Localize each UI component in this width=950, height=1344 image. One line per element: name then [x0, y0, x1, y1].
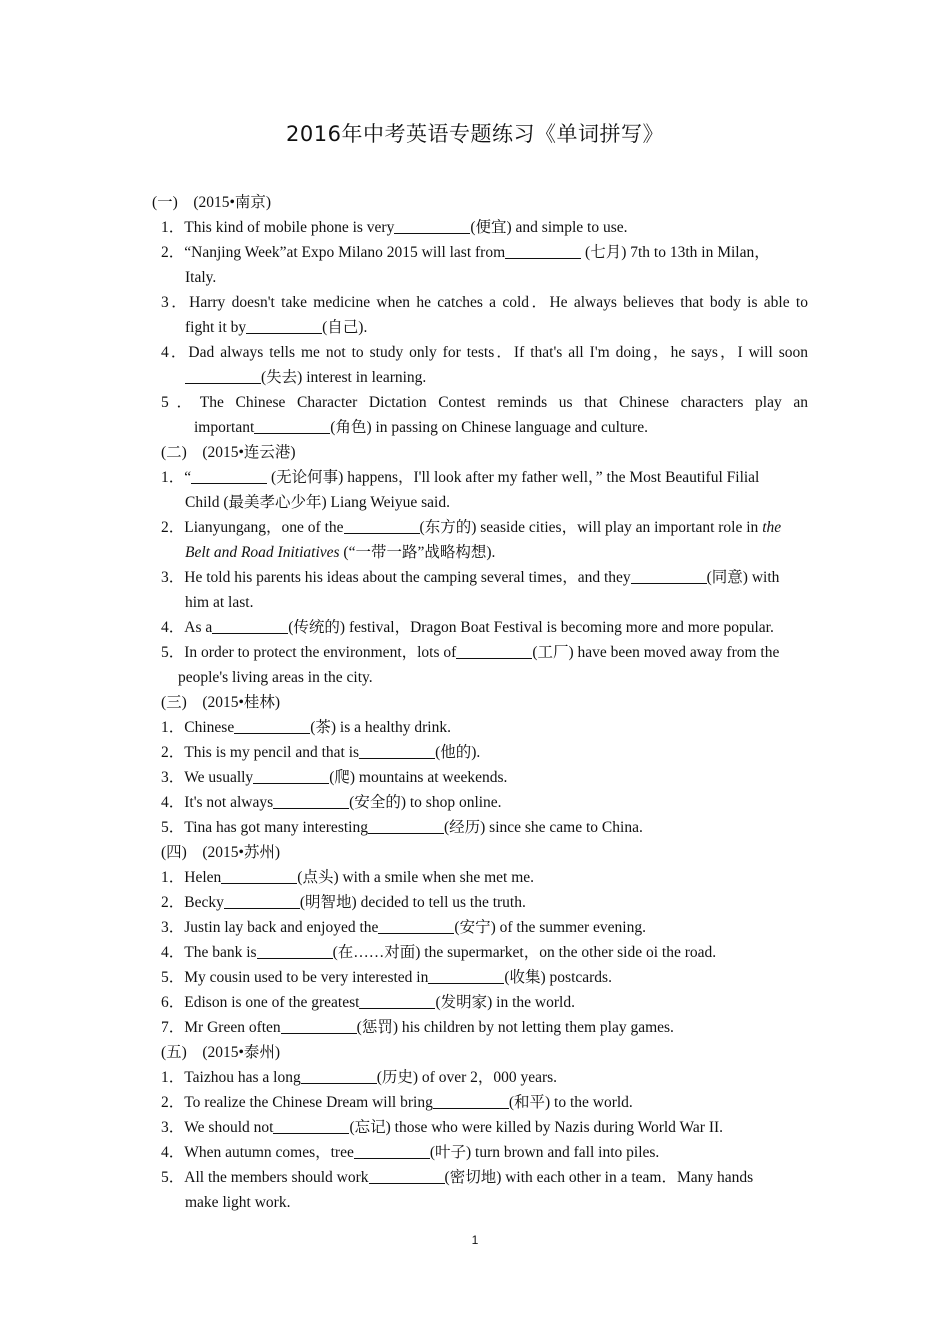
section-heading: (三) (2015•桂林): [161, 694, 281, 711]
answer-blank[interactable]: [369, 1168, 445, 1184]
question: 2．To realize the Chinese Dream will bring (和平) to the world.: [161, 1094, 633, 1111]
answer-blank[interactable]: [359, 993, 435, 1009]
question-continuation: him at last.: [185, 594, 254, 611]
question: 6．Edison is one of the greatest (发明家) in the world.: [161, 994, 575, 1011]
answer-blank[interactable]: [344, 518, 420, 534]
question: 1．This kind of mobile phone is very (便宜) and simple to use.: [161, 219, 628, 236]
section-heading: (二) (2015•连云港): [161, 444, 296, 461]
answer-blank[interactable]: [273, 793, 349, 809]
page-title: 2016年中考英语专题练习《单词拼写》: [286, 122, 664, 146]
answer-blank[interactable]: [456, 643, 532, 659]
section-heading: (一) (2015•南京): [152, 194, 272, 211]
answer-blank[interactable]: [221, 868, 297, 884]
answer-blank[interactable]: [273, 1118, 349, 1134]
question-continuation: Italy.: [185, 269, 217, 286]
question-continuation: make light work.: [185, 1194, 291, 1211]
answer-blank[interactable]: [191, 468, 267, 484]
answer-blank[interactable]: [428, 968, 504, 984]
question-continuation: people's living areas in the city.: [178, 669, 373, 686]
answer-blank[interactable]: [301, 1068, 377, 1084]
answer-blank[interactable]: [433, 1093, 509, 1109]
question: 4．Dad always tells me not to study only for tests．If that's all I'm doing，he says，I will soon: [161, 344, 808, 361]
answer-blank[interactable]: [505, 243, 581, 259]
section-heading: (四) (2015•苏州): [161, 844, 281, 861]
answer-blank[interactable]: [359, 743, 435, 759]
answer-blank[interactable]: [378, 918, 454, 934]
page-number: 1: [471, 1233, 479, 1247]
exercise-content: [152, 190, 808, 1215]
answer-blank[interactable]: [394, 218, 470, 234]
answer-blank[interactable]: [246, 318, 322, 334]
answer-blank[interactable]: [224, 893, 300, 909]
answer-blank[interactable]: [368, 818, 444, 834]
question: 1．Chinese (茶) is a healthy drink.: [161, 719, 451, 736]
question: 3．We usually (爬) mountains at weekends.: [161, 769, 508, 786]
question: 5．The Chinese Character Dictation Contest reminds us that Chinese characters play an: [161, 394, 808, 411]
question: 3．We should not (忘记) those who were killed by Nazis during World War II.: [161, 1119, 724, 1136]
question: 3．He told his parents his ideas about the camping several times，and they (同意) with: [161, 569, 780, 586]
question: 2．This is my pencil and that is (他的).: [161, 744, 481, 761]
answer-blank[interactable]: [354, 1143, 430, 1159]
question: 5．All the members should work (密切地) with each other in a team．Many hands: [161, 1169, 754, 1186]
question: 2．Lianyungang，one of the (东方的) seaside cities，will play an important role in the: [161, 519, 782, 536]
section-heading: (五) (2015•泰州): [161, 1044, 281, 1061]
answer-blank[interactable]: [254, 418, 330, 434]
question: 1．“ (无论何事) happens，I'll look after my father well，” the Most Beautiful Filial: [161, 469, 760, 486]
question: 5．My cousin used to be very interested in (收集) postcards.: [161, 969, 612, 986]
question-continuation: fight it by (自己).: [185, 319, 368, 336]
question: 7．Mr Green often (惩罚) his children by not letting them play games.: [161, 1019, 674, 1036]
answer-blank[interactable]: [257, 943, 333, 959]
question-continuation: Child (最美孝心少年) Liang Weiyue said.: [185, 494, 450, 511]
answer-blank[interactable]: [631, 568, 707, 584]
question: 3．Justin lay back and enjoyed the (安宁) of the summer evening.: [161, 919, 646, 936]
answer-blank[interactable]: [281, 1018, 357, 1034]
question-continuation: Belt and Road Initiatives (“一带一路”战略构想).: [185, 544, 496, 561]
question: 2．“Nanjing Week”at Expo Milano 2015 will last from (七月) 7th to 13th in Milan，: [161, 244, 770, 261]
question: 2．Becky (明智地) decided to tell us the truth.: [161, 894, 526, 911]
answer-blank[interactable]: [212, 618, 288, 634]
question: 3．Harry doesn't take medicine when he catches a cold．He always believes that body is able to: [161, 294, 808, 311]
answer-blank[interactable]: [234, 718, 310, 734]
question: 4．It's not always (安全的) to shop online.: [161, 794, 502, 811]
answer-blank[interactable]: [185, 368, 261, 384]
question: 5．Tina has got many interesting (经历) since she came to China.: [161, 819, 643, 836]
question-continuation: (失去) interest in learning.: [152, 365, 808, 390]
question: 4．When autumn comes，tree (叶子) turn brown and fall into piles.: [161, 1144, 660, 1161]
answer-blank[interactable]: [253, 768, 329, 784]
question: 5．In order to protect the environment，lots of (工厂) have been moved away from the: [161, 644, 780, 661]
question: 1．Helen (点头) with a smile when she met me.: [161, 869, 535, 886]
question: 4．The bank is (在……对面) the supermarket，on the other side oi the road.: [161, 944, 717, 961]
question: 4．As a (传统的) festival，Dragon Boat Festival is becoming more and more popular.: [161, 619, 774, 636]
question: 1．Taizhou has a long (历史) of over 2，000 years.: [161, 1069, 558, 1086]
question-continuation: important (角色) in passing on Chinese language and culture.: [194, 419, 648, 436]
